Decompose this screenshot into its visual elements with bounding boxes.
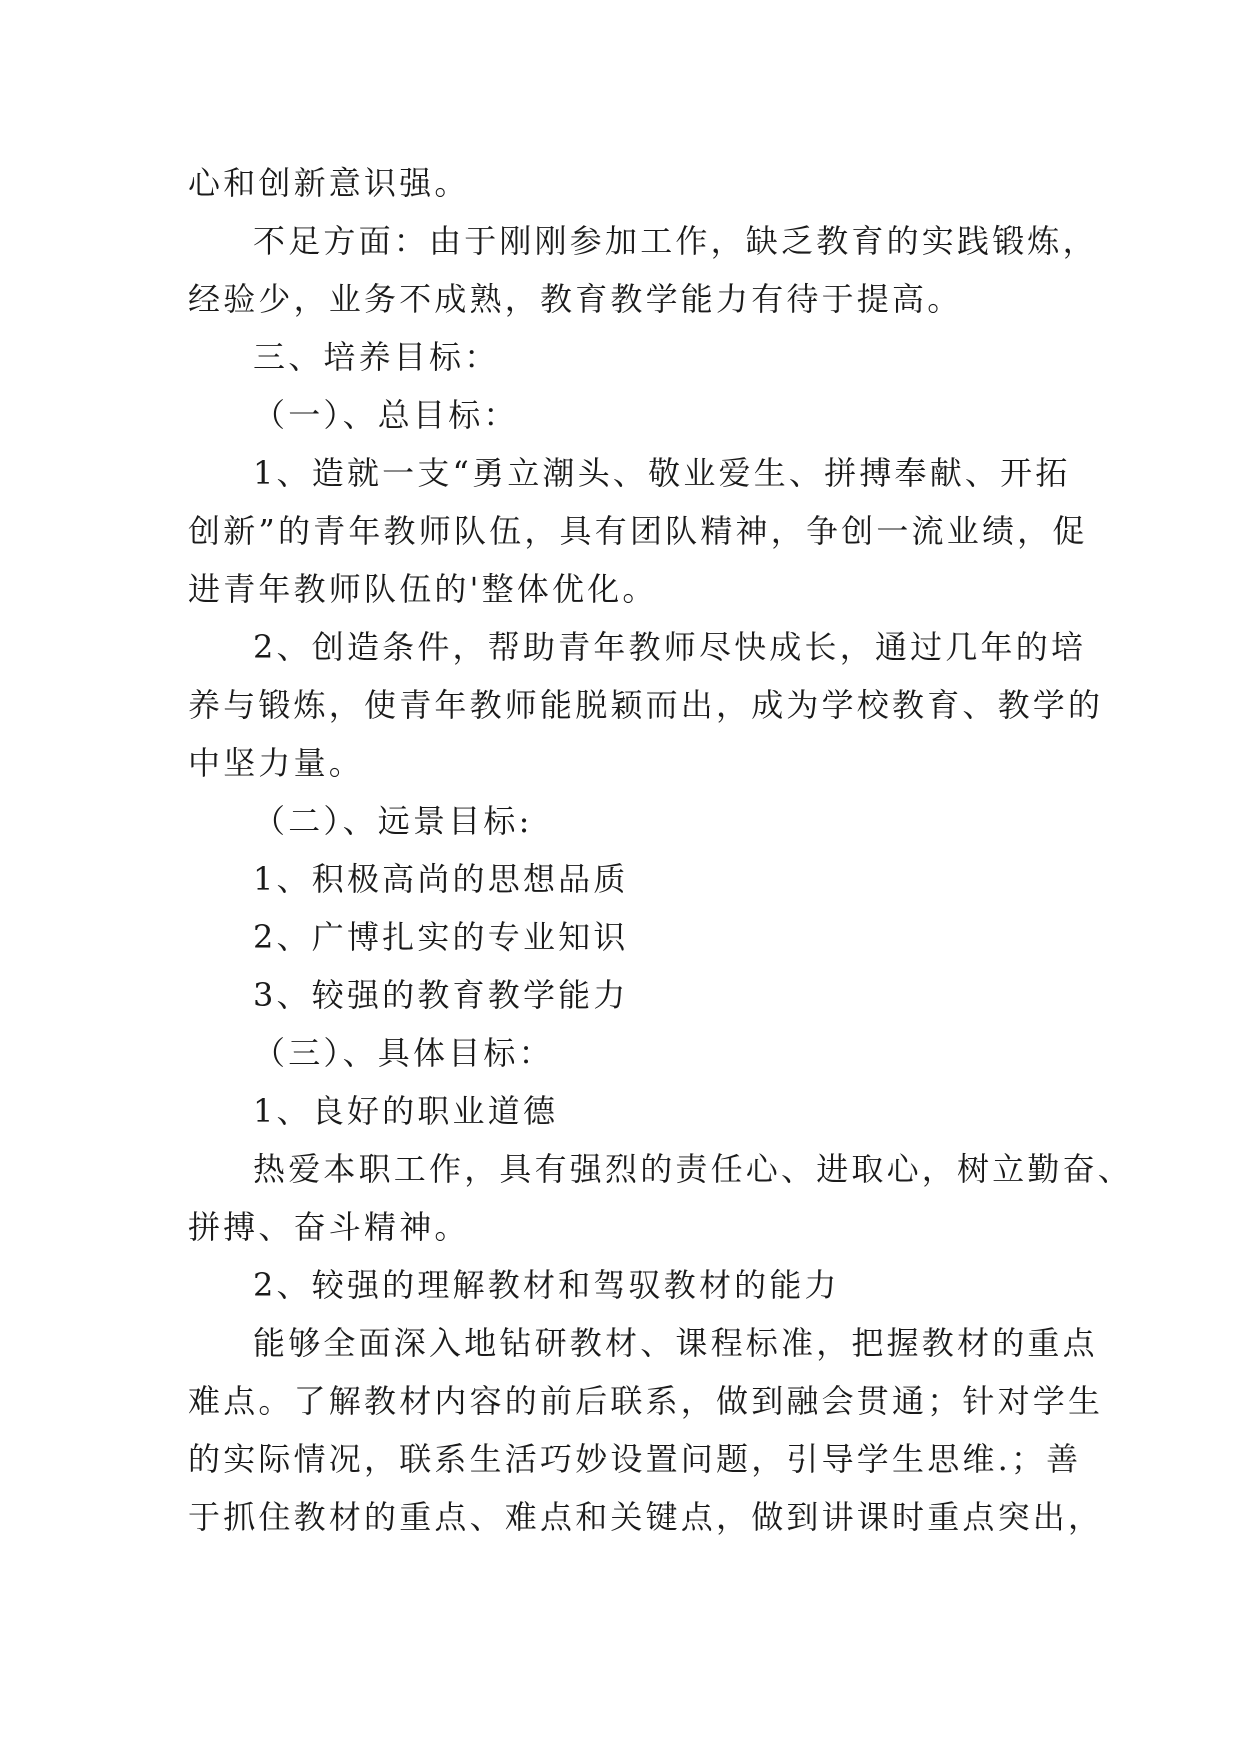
text-line: 经验少，业务不成熟，教育教学能力有待于提高。 [188,280,963,318]
list-item: 3、较强的教育教学能力 [253,976,629,1014]
text-line: 2、创造条件，帮助青年教师尽快成长，通过几年的培 [253,628,1087,666]
text-line: 难点。了解教材内容的前后联系，做到融会贯通；针对学生 [188,1382,1104,1420]
list-item: 1、良好的职业道德 [253,1092,559,1130]
text-line: 不足方面：由于刚刚参加工作，缺乏教育的实践锻炼， [253,222,1098,260]
list-item: 1、积极高尚的思想品质 [253,860,629,898]
subsection-heading: （二）、远景目标: [253,802,533,840]
text-line: 热爱本职工作，具有强烈的责任心、进取心，树立勤奋、 [253,1150,1134,1188]
list-item: 2、广博扎实的专业知识 [253,918,629,956]
text-line: 中坚力量。 [188,744,365,782]
text-line: 1、造就一支“勇立潮头、敬业爱生、拼搏奉献、开拓 [253,454,1071,492]
list-item: 2、较强的理解教材和驾驭教材的能力 [253,1266,840,1304]
subsection-heading: （一）、总目标： [253,396,519,434]
text-line: 养与锻炼，使青年教师能脱颖而出，成为学校教育、教学的 [188,686,1104,724]
text-line: 拼搏、奋斗精神。 [188,1208,470,1246]
text-line: 的实际情况，联系生活巧妙设置问题，引导学生思维.；善 [188,1440,1082,1478]
text-line: 创新”的青年教师队伍，具有团队精神，争创一流业绩，促 [188,512,1088,550]
text-line: 心和创新意识强。 [188,164,470,202]
text-line: 于抓住教材的重点、难点和关键点，做到讲课时重点突出， [188,1498,1104,1536]
section-heading: 三、培养目标： [253,338,500,376]
text-line: 进青年教师队伍的'整体优化。 [188,570,658,608]
subsection-heading: （三）、具体目标： [253,1034,554,1072]
text-line: 能够全面深入地钻研教材、课程标准，把握教材的重点 [253,1324,1098,1362]
